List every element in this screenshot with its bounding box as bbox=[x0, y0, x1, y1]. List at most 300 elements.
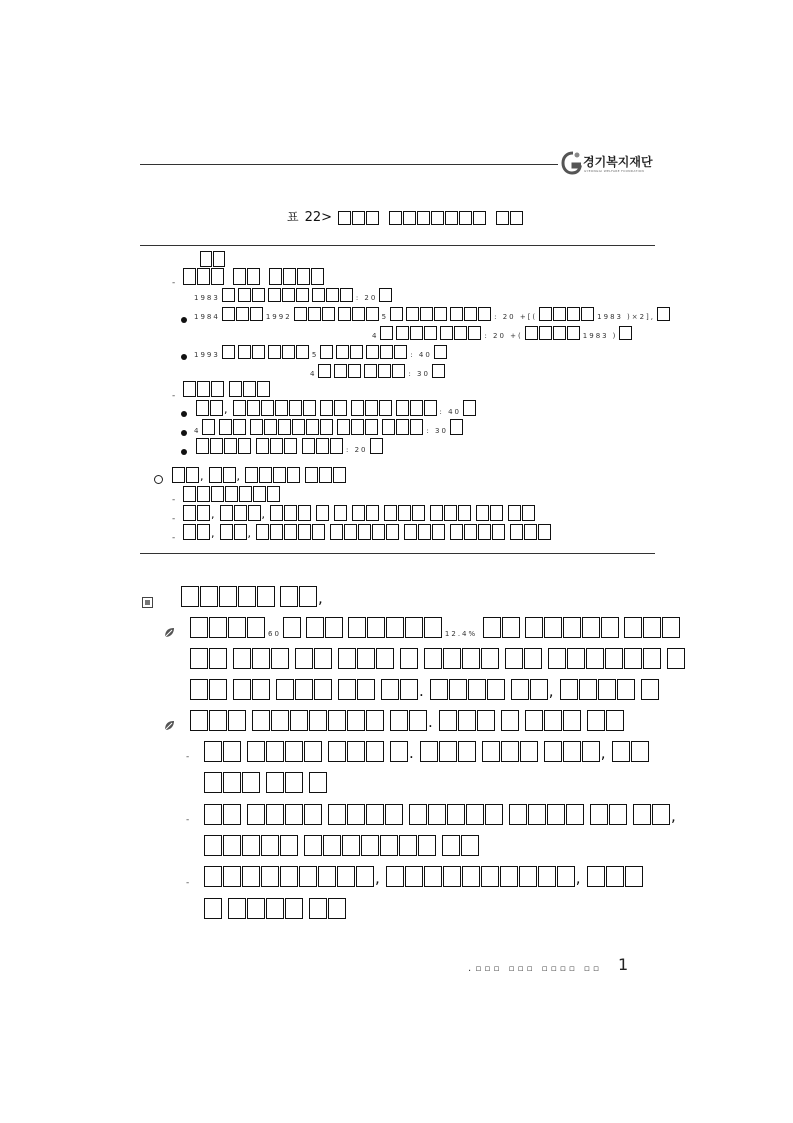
table-line-12 bbox=[172, 467, 347, 483]
missing-glyph-box bbox=[657, 307, 670, 321]
missing-glyph-box bbox=[424, 326, 437, 340]
missing-glyph-box bbox=[524, 648, 542, 669]
missing-glyph-box bbox=[273, 467, 286, 483]
punctuation: , bbox=[318, 589, 323, 607]
missing-glyph-box bbox=[209, 710, 227, 731]
missing-glyph-box bbox=[399, 835, 417, 856]
missing-glyph-box bbox=[348, 364, 361, 378]
missing-glyph-box bbox=[309, 710, 327, 731]
missing-glyph-box bbox=[328, 741, 346, 762]
missing-glyph-box bbox=[223, 467, 236, 483]
missing-glyph-box bbox=[468, 326, 481, 340]
missing-glyph-box bbox=[190, 648, 208, 669]
missing-glyph-box bbox=[186, 467, 199, 483]
missing-glyph-box bbox=[278, 419, 291, 435]
missing-glyph-box bbox=[598, 679, 616, 700]
body-line-6 bbox=[204, 772, 328, 793]
table-line-4 bbox=[192, 307, 671, 321]
missing-glyph-box bbox=[454, 326, 467, 340]
body-line-3 bbox=[190, 679, 660, 700]
missing-glyph-box bbox=[466, 804, 484, 825]
missing-glyph-box bbox=[326, 288, 339, 302]
missing-glyph-box bbox=[524, 524, 537, 540]
value-40b: : 40 bbox=[439, 408, 461, 416]
missing-glyph-box bbox=[431, 211, 444, 225]
missing-glyph-box bbox=[302, 438, 315, 454]
missing-glyph-box bbox=[662, 617, 680, 638]
missing-glyph-box bbox=[197, 381, 210, 397]
missing-glyph-box bbox=[202, 419, 215, 435]
bullet-dot bbox=[181, 449, 187, 455]
missing-glyph-box bbox=[439, 741, 457, 762]
missing-glyph-box bbox=[487, 679, 505, 700]
leaf-bullet-icon bbox=[163, 719, 176, 732]
missing-glyph-box bbox=[197, 486, 210, 502]
missing-glyph-box bbox=[284, 524, 297, 540]
value-20: : 20 bbox=[346, 446, 368, 454]
punctuation: , bbox=[548, 682, 554, 700]
missing-glyph-box bbox=[434, 345, 447, 359]
missing-glyph-box bbox=[365, 419, 378, 435]
missing-glyph-box bbox=[405, 617, 423, 638]
missing-glyph-box bbox=[372, 524, 385, 540]
missing-glyph-box bbox=[320, 345, 333, 359]
missing-glyph-box bbox=[379, 288, 392, 302]
missing-glyph-box bbox=[442, 835, 460, 856]
missing-glyph-box bbox=[276, 679, 294, 700]
punctuation: , bbox=[247, 527, 251, 540]
missing-glyph-box bbox=[295, 679, 313, 700]
missing-glyph-box bbox=[220, 505, 233, 521]
missing-glyph-box bbox=[352, 211, 365, 225]
missing-glyph-box bbox=[296, 345, 309, 359]
missing-glyph-box bbox=[228, 898, 246, 919]
missing-glyph-box bbox=[382, 419, 395, 435]
caption-prefix: 표 bbox=[287, 210, 299, 224]
table-line-8 bbox=[183, 381, 271, 397]
missing-glyph-box bbox=[501, 710, 519, 731]
missing-glyph-box bbox=[478, 524, 491, 540]
table-line-2 bbox=[183, 268, 325, 285]
missing-glyph-box bbox=[396, 326, 409, 340]
missing-glyph-box bbox=[252, 648, 270, 669]
body-line-7 bbox=[204, 804, 677, 825]
missing-glyph-box bbox=[652, 804, 670, 825]
missing-glyph-box bbox=[547, 804, 565, 825]
missing-glyph-box bbox=[197, 268, 210, 285]
missing-glyph-box bbox=[380, 326, 393, 340]
missing-glyph-box bbox=[424, 617, 442, 638]
missing-glyph-box bbox=[490, 505, 503, 521]
missing-glyph-box bbox=[459, 211, 472, 225]
missing-glyph-box bbox=[305, 467, 318, 483]
missing-glyph-box bbox=[338, 307, 351, 321]
missing-glyph-box bbox=[311, 268, 324, 285]
missing-glyph-box bbox=[430, 505, 443, 521]
missing-glyph-box bbox=[242, 835, 260, 856]
missing-glyph-box bbox=[280, 835, 298, 856]
missing-glyph-box bbox=[256, 438, 269, 454]
table-line-15 bbox=[183, 524, 552, 540]
missing-glyph-box bbox=[287, 467, 300, 483]
missing-glyph-box bbox=[283, 268, 296, 285]
missing-glyph-box bbox=[424, 866, 442, 887]
missing-glyph-box bbox=[209, 679, 227, 700]
missing-glyph-box bbox=[306, 617, 324, 638]
missing-glyph-box bbox=[242, 772, 260, 793]
missing-glyph-box bbox=[333, 467, 346, 483]
table-line-3 bbox=[192, 288, 393, 302]
missing-glyph-box bbox=[342, 835, 360, 856]
year-1983c: 1983 bbox=[582, 332, 609, 340]
missing-glyph-box bbox=[367, 617, 385, 638]
missing-glyph-box bbox=[316, 505, 329, 521]
missing-glyph-box bbox=[236, 307, 249, 321]
missing-glyph-box bbox=[183, 505, 196, 521]
missing-glyph-box bbox=[247, 617, 265, 638]
missing-glyph-box bbox=[389, 211, 402, 225]
missing-glyph-box bbox=[222, 288, 235, 302]
missing-glyph-box bbox=[283, 617, 301, 638]
missing-glyph-box bbox=[297, 268, 310, 285]
missing-glyph-box bbox=[285, 898, 303, 919]
missing-glyph-box bbox=[473, 211, 486, 225]
missing-glyph-box bbox=[410, 400, 423, 416]
missing-glyph-box bbox=[285, 804, 303, 825]
missing-glyph-box bbox=[247, 898, 265, 919]
missing-glyph-box bbox=[323, 835, 341, 856]
missing-glyph-box bbox=[338, 648, 356, 669]
dash-marker: - bbox=[172, 533, 176, 543]
missing-glyph-box bbox=[501, 741, 519, 762]
missing-glyph-box bbox=[261, 835, 279, 856]
missing-glyph-box bbox=[296, 288, 309, 302]
missing-glyph-box bbox=[314, 679, 332, 700]
year-1984: 1984 bbox=[194, 313, 220, 321]
table-top-rule bbox=[140, 245, 655, 246]
missing-glyph-box bbox=[396, 419, 409, 435]
missing-glyph-box bbox=[252, 710, 270, 731]
missing-glyph-box bbox=[197, 524, 210, 540]
missing-glyph-box bbox=[285, 741, 303, 762]
missing-glyph-box bbox=[271, 710, 289, 731]
missing-glyph-box bbox=[428, 804, 446, 825]
missing-glyph-box bbox=[290, 710, 308, 731]
missing-glyph-box bbox=[233, 419, 246, 435]
missing-glyph-box bbox=[390, 741, 408, 762]
missing-glyph-box bbox=[617, 679, 635, 700]
missing-glyph-box bbox=[298, 524, 311, 540]
punctuation: , bbox=[224, 403, 228, 416]
missing-glyph-box bbox=[223, 741, 241, 762]
missing-glyph-box bbox=[266, 772, 284, 793]
missing-glyph-box bbox=[567, 648, 585, 669]
bullet-dot bbox=[181, 411, 187, 417]
missing-glyph-box bbox=[280, 866, 298, 887]
missing-glyph-box bbox=[266, 741, 284, 762]
missing-glyph-box bbox=[643, 648, 661, 669]
body-line-2 bbox=[190, 648, 686, 669]
missing-glyph-box bbox=[520, 741, 538, 762]
missing-glyph-box bbox=[299, 586, 317, 607]
missing-glyph-box bbox=[338, 679, 356, 700]
missing-glyph-box bbox=[539, 307, 552, 321]
punctuation: , bbox=[200, 470, 204, 483]
missing-glyph-box bbox=[400, 648, 418, 669]
dash-marker: - bbox=[186, 752, 190, 762]
missing-glyph-box bbox=[304, 835, 322, 856]
missing-glyph-box bbox=[587, 866, 605, 887]
missing-glyph-box bbox=[439, 710, 457, 731]
missing-glyph-box bbox=[233, 648, 251, 669]
missing-glyph-box bbox=[282, 345, 295, 359]
missing-glyph-box bbox=[308, 307, 321, 321]
missing-glyph-box bbox=[247, 400, 260, 416]
missing-glyph-box bbox=[430, 679, 448, 700]
missing-glyph-box bbox=[403, 211, 416, 225]
missing-glyph-box bbox=[292, 419, 305, 435]
missing-glyph-box bbox=[320, 400, 333, 416]
logo-subtext: GYEONGGI WELFARE FOUNDATION bbox=[584, 169, 644, 173]
missing-glyph-box bbox=[252, 288, 265, 302]
missing-glyph-box bbox=[183, 524, 196, 540]
missing-glyph-box bbox=[275, 400, 288, 416]
missing-glyph-box bbox=[509, 804, 527, 825]
missing-glyph-box bbox=[228, 710, 246, 731]
body-line-5 bbox=[204, 741, 650, 762]
missing-glyph-box bbox=[344, 524, 357, 540]
punctuation: , bbox=[261, 508, 265, 521]
missing-glyph-box bbox=[386, 524, 399, 540]
missing-glyph-box bbox=[406, 307, 419, 321]
missing-glyph-box bbox=[334, 364, 347, 378]
missing-glyph-box bbox=[268, 288, 281, 302]
missing-glyph-box bbox=[633, 804, 651, 825]
footer-placeholder-glyphs: ▫▫▫ ▫▫▫ ▫▫▫▫ ▫▫ bbox=[475, 964, 602, 974]
missing-glyph-box bbox=[364, 364, 377, 378]
missing-glyph-box bbox=[478, 307, 491, 321]
table-line-10 bbox=[192, 419, 464, 435]
missing-glyph-box bbox=[358, 524, 371, 540]
missing-glyph-box bbox=[567, 307, 580, 321]
missing-glyph-box bbox=[282, 288, 295, 302]
table-line-14 bbox=[183, 505, 536, 521]
leaf-bullet-icon bbox=[163, 626, 176, 639]
missing-glyph-box bbox=[538, 524, 551, 540]
missing-glyph-box bbox=[269, 268, 282, 285]
missing-glyph-box bbox=[525, 617, 543, 638]
table-line-7 bbox=[308, 364, 446, 378]
missing-glyph-box bbox=[223, 866, 241, 887]
missing-glyph-box bbox=[209, 467, 222, 483]
missing-glyph-box bbox=[481, 648, 499, 669]
missing-glyph-box bbox=[347, 804, 365, 825]
grade-4c: 4 bbox=[194, 427, 201, 435]
punctuation: , bbox=[375, 869, 380, 887]
allowance-value: : 20 bbox=[355, 294, 378, 302]
missing-glyph-box bbox=[525, 710, 543, 731]
missing-glyph-box bbox=[347, 741, 365, 762]
punctuation: . bbox=[409, 744, 414, 762]
missing-glyph-box bbox=[328, 898, 346, 919]
missing-glyph-box bbox=[544, 617, 562, 638]
missing-glyph-box bbox=[476, 505, 489, 521]
missing-glyph-box bbox=[464, 524, 477, 540]
missing-glyph-box bbox=[312, 288, 325, 302]
year-1992: 1992 bbox=[265, 313, 292, 321]
punctuation: . bbox=[419, 682, 424, 700]
missing-glyph-box bbox=[196, 400, 209, 416]
missing-glyph-box bbox=[601, 617, 619, 638]
missing-glyph-box bbox=[464, 307, 477, 321]
page-footer bbox=[466, 955, 628, 974]
page-number: 1 bbox=[617, 955, 629, 974]
missing-glyph-box bbox=[445, 211, 458, 225]
missing-glyph-box bbox=[590, 804, 608, 825]
missing-glyph-box bbox=[238, 438, 251, 454]
dash-marker: - bbox=[172, 495, 176, 505]
missing-glyph-box bbox=[309, 772, 327, 793]
missing-glyph-box bbox=[267, 486, 280, 502]
caption-number: 22> bbox=[304, 210, 333, 225]
missing-glyph-box bbox=[458, 505, 471, 521]
missing-glyph-box bbox=[280, 586, 298, 607]
missing-glyph-box bbox=[328, 710, 346, 731]
missing-glyph-box bbox=[563, 617, 581, 638]
missing-glyph-box bbox=[209, 648, 227, 669]
missing-glyph-box bbox=[379, 400, 392, 416]
missing-glyph-box bbox=[197, 505, 210, 521]
missing-glyph-box bbox=[483, 617, 501, 638]
year-1983: 1983 bbox=[194, 294, 220, 302]
square-bullet-icon bbox=[142, 597, 153, 608]
missing-glyph-box bbox=[352, 505, 365, 521]
missing-glyph-box bbox=[370, 438, 383, 454]
punctuation: , bbox=[211, 527, 215, 540]
missing-glyph-box bbox=[443, 866, 461, 887]
table-line-9 bbox=[196, 400, 477, 416]
missing-glyph-box bbox=[424, 648, 442, 669]
table-line-11 bbox=[196, 438, 384, 454]
missing-glyph-box bbox=[420, 307, 433, 321]
missing-glyph-box bbox=[261, 400, 274, 416]
missing-glyph-box bbox=[587, 710, 605, 731]
missing-glyph-box bbox=[450, 307, 463, 321]
missing-glyph-box bbox=[424, 400, 437, 416]
missing-glyph-box bbox=[250, 307, 263, 321]
formula-start-2: : 20 +( bbox=[484, 332, 523, 340]
missing-glyph-box bbox=[271, 648, 289, 669]
grade-5b: 5 bbox=[311, 351, 319, 359]
missing-glyph-box bbox=[320, 419, 333, 435]
missing-glyph-box bbox=[256, 524, 269, 540]
missing-glyph-box bbox=[390, 710, 408, 731]
missing-glyph-box bbox=[553, 326, 566, 340]
missing-glyph-box bbox=[481, 866, 499, 887]
missing-glyph-box bbox=[418, 524, 431, 540]
missing-glyph-box bbox=[447, 804, 465, 825]
missing-glyph-box bbox=[268, 345, 281, 359]
missing-glyph-box bbox=[337, 419, 350, 435]
rate-12-4: 12.4% bbox=[444, 630, 478, 638]
missing-glyph-box bbox=[485, 804, 503, 825]
missing-glyph-box bbox=[351, 419, 364, 435]
missing-glyph-box bbox=[204, 835, 222, 856]
missing-glyph-box bbox=[233, 400, 246, 416]
missing-glyph-box bbox=[200, 251, 212, 267]
missing-glyph-box bbox=[298, 505, 311, 521]
missing-glyph-box bbox=[245, 467, 258, 483]
missing-glyph-box bbox=[496, 211, 509, 225]
missing-glyph-box bbox=[462, 866, 480, 887]
missing-glyph-box bbox=[210, 400, 223, 416]
foundation-logo bbox=[561, 150, 657, 178]
missing-glyph-box bbox=[257, 381, 270, 397]
missing-glyph-box bbox=[434, 307, 447, 321]
formula-end-2: ) bbox=[612, 332, 618, 340]
missing-glyph-box bbox=[366, 307, 379, 321]
missing-glyph-box bbox=[366, 710, 384, 731]
missing-glyph-box bbox=[539, 326, 552, 340]
missing-glyph-box bbox=[183, 381, 196, 397]
punctuation: . bbox=[428, 713, 433, 731]
missing-glyph-box bbox=[643, 617, 661, 638]
missing-glyph-box bbox=[581, 307, 594, 321]
missing-glyph-box bbox=[253, 486, 266, 502]
grade-4: 4 bbox=[372, 332, 379, 340]
missing-glyph-box bbox=[284, 438, 297, 454]
missing-glyph-box bbox=[190, 710, 208, 731]
missing-glyph-box bbox=[316, 438, 329, 454]
missing-glyph-box bbox=[458, 710, 476, 731]
missing-glyph-box bbox=[213, 251, 225, 267]
missing-glyph-box bbox=[641, 679, 659, 700]
missing-glyph-box bbox=[318, 866, 336, 887]
missing-glyph-box bbox=[312, 524, 325, 540]
dash-marker: - bbox=[172, 278, 176, 288]
missing-glyph-box bbox=[449, 679, 467, 700]
dash-marker: - bbox=[186, 878, 190, 888]
missing-glyph-box bbox=[366, 505, 379, 521]
missing-glyph-box bbox=[247, 804, 265, 825]
missing-glyph-box bbox=[582, 741, 600, 762]
missing-glyph-box bbox=[624, 617, 642, 638]
table-line-1 bbox=[200, 251, 226, 267]
missing-glyph-box bbox=[560, 679, 578, 700]
missing-glyph-box bbox=[238, 288, 251, 302]
missing-glyph-box bbox=[234, 505, 247, 521]
year-1993: 1993 bbox=[194, 351, 220, 359]
table-line-13 bbox=[183, 486, 281, 502]
missing-glyph-box bbox=[528, 804, 546, 825]
missing-glyph-box bbox=[505, 648, 523, 669]
missing-glyph-box bbox=[338, 211, 351, 225]
missing-glyph-box bbox=[211, 268, 224, 285]
missing-glyph-box bbox=[261, 866, 279, 887]
footer-text: . bbox=[468, 963, 474, 974]
missing-glyph-box bbox=[334, 505, 347, 521]
missing-glyph-box bbox=[223, 804, 241, 825]
missing-glyph-box bbox=[220, 524, 233, 540]
missing-glyph-box bbox=[511, 679, 529, 700]
missing-glyph-box bbox=[270, 438, 283, 454]
missing-glyph-box bbox=[405, 866, 423, 887]
missing-glyph-box bbox=[219, 419, 232, 435]
missing-glyph-box bbox=[366, 345, 379, 359]
missing-glyph-box bbox=[409, 804, 427, 825]
missing-glyph-box bbox=[586, 648, 604, 669]
missing-glyph-box bbox=[631, 741, 649, 762]
